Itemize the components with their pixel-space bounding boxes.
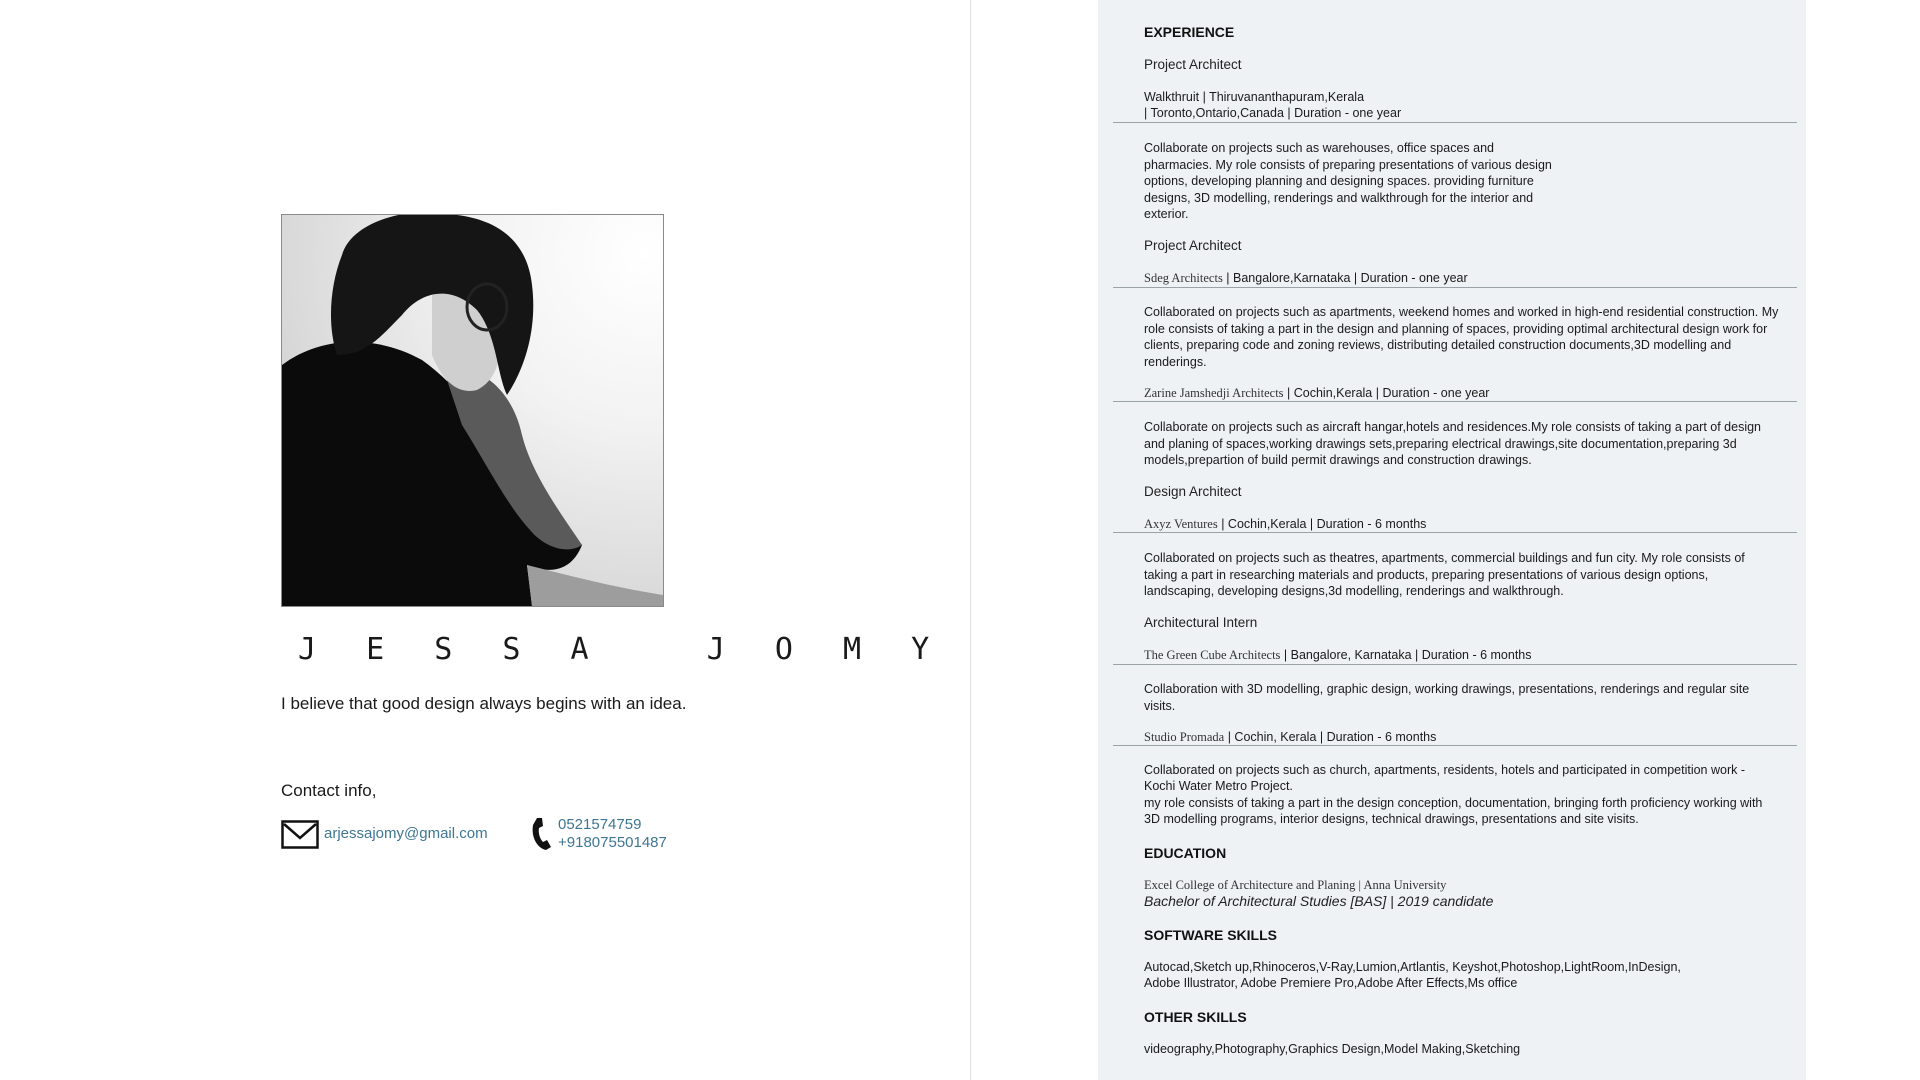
job-6-detail: | Cochin, Kerala | Duration - 6 months <box>1224 730 1437 744</box>
email-link[interactable]: arjessajomy@gmail.com <box>324 825 488 842</box>
job-3-description: Collaborate on projects such as aircraft hangar,hotels and residences.My role consists of taking a part of design and planing of spaces,working drawings sets,preparing electrical drawings,site documentation,preparing 3d models,prepartion of build permit drawings and construction drawings. <box>1144 420 1762 467</box>
profile-photo <box>281 214 664 607</box>
person-name: J E S S A J O M Y <box>298 632 946 667</box>
page-divider <box>970 0 971 1080</box>
phone-numbers <box>558 816 667 852</box>
job-2-detail: | Bangalore,Karnataka | Duration - one year <box>1222 271 1468 285</box>
experience-heading: EXPERIENCE <box>1144 24 1235 40</box>
job-6-desc-line-1: Collaborated on projects such as church, apartments, residents, hotels and participated in competition work - <box>1144 763 1746 777</box>
job-2-company <box>1144 271 1468 286</box>
job-5-firm: The Green Cube Architects <box>1144 648 1281 662</box>
job-6-desc-line-4: 3D modelling programs, interior designs, technical drawings, presentations and site visits. <box>1144 812 1639 826</box>
software-line-1: Autocad,Sketch up,Rhinoceros,V-Ray,Lumion,Artlantis, Keyshot,Photoshop,LightRoom,InDesign, <box>1144 960 1681 974</box>
phone-number-2[interactable]: +918075501487 <box>558 834 667 851</box>
job-5-rule <box>1113 664 1797 665</box>
job-4-role: Design Architect <box>1144 484 1242 499</box>
job-4-rule <box>1113 532 1797 533</box>
envelope-icon <box>281 820 319 849</box>
job-6-firm: Studio Promada <box>1144 730 1225 744</box>
tagline: I believe that good design always begins with an idea. <box>281 694 687 713</box>
job-4-firm: Axyz Ventures <box>1144 517 1218 531</box>
education-school: Excel College of Architecture and Planing | Anna University <box>1144 878 1447 892</box>
job-5-company <box>1144 648 1532 663</box>
job-4-company <box>1144 517 1426 532</box>
other-skills-line: videography,Photography,Graphics Design,Model Making,Sketching <box>1144 1042 1521 1056</box>
job-6-desc-line-2: Kochi Water Metro Project. <box>1144 779 1293 793</box>
job-6-company <box>1144 730 1436 745</box>
job-2-firm: Sdeg Architects <box>1144 271 1223 285</box>
job-2-role: Project Architect <box>1144 238 1242 253</box>
job-1-line1: Walkthruit | Thiruvananthapuram,Kerala <box>1144 90 1365 104</box>
software-line-2: Adobe Illustrator, Adobe Premiere Pro,Adobe After Effects,Ms office <box>1144 976 1518 990</box>
job-5-role: Architectural Intern <box>1144 615 1258 630</box>
job-1-rule <box>1113 122 1797 123</box>
other-skills-heading: OTHER SKILLS <box>1144 1009 1247 1025</box>
education-degree: Bachelor of Architectural Studies [BAS] | 2019 candidate <box>1144 893 1494 909</box>
job-4-description: Collaborated on projects such as theatres, apartments, commercial buildings and fun city. My role consists of taking a part in researching materials and products, preparing presentations of various design options, landscaping, developing designs,3d modelling, renderings and walkthrough. <box>1144 551 1745 598</box>
job-4-detail: | Cochin,Kerala | Duration - 6 months <box>1217 517 1427 531</box>
phone-number-1[interactable]: 0521574759 <box>558 816 642 833</box>
job-3-rule <box>1113 401 1797 402</box>
job-5-description: Collaboration with 3D modelling, graphic design, working drawings, presentations, renderings and regular site visits. <box>1144 682 1750 713</box>
job-5-detail: | Bangalore, Karnataka | Duration - 6 months <box>1280 648 1532 662</box>
job-1-role: Project Architect <box>1144 57 1242 72</box>
education-heading: EDUCATION <box>1144 845 1227 861</box>
job-3-detail: | Cochin,Kerala | Duration - one year <box>1283 386 1490 400</box>
job-3-firm: Zarine Jamshedji Architects <box>1144 386 1284 400</box>
job-2-rule <box>1113 287 1797 288</box>
job-6-desc-line-3: my role consists of taking a part in the design conception, documentation, bringing forth proficiency working with <box>1144 796 1763 810</box>
phone-handset-icon <box>531 817 553 851</box>
job-3-company <box>1144 386 1489 401</box>
job-6-rule <box>1113 745 1797 746</box>
job-1-description: Collaborate on projects such as warehouses, office spaces and pharmacies. My role consists of preparing presentations of various design options, developing planning and designing spaces. providing furniture designs, 3D modelling, renderings and walkthrough for the interior and exterior. <box>1144 141 1552 221</box>
job-2-description: Collaborated on projects such as apartments, weekend homes and worked in high-end residential construction. My role consists of taking a part in the design and planning of spaces, providing optimal architectural design work for clients, preparing code and zoning reviews, distributing detailed construction documents,3D modelling and renderings. <box>1144 305 1779 369</box>
software-heading: SOFTWARE SKILLS <box>1144 927 1277 943</box>
job-1-line2: | Toronto,Ontario,Canada | Duration - one year <box>1144 106 1402 120</box>
contact-title: Contact info, <box>281 781 377 800</box>
